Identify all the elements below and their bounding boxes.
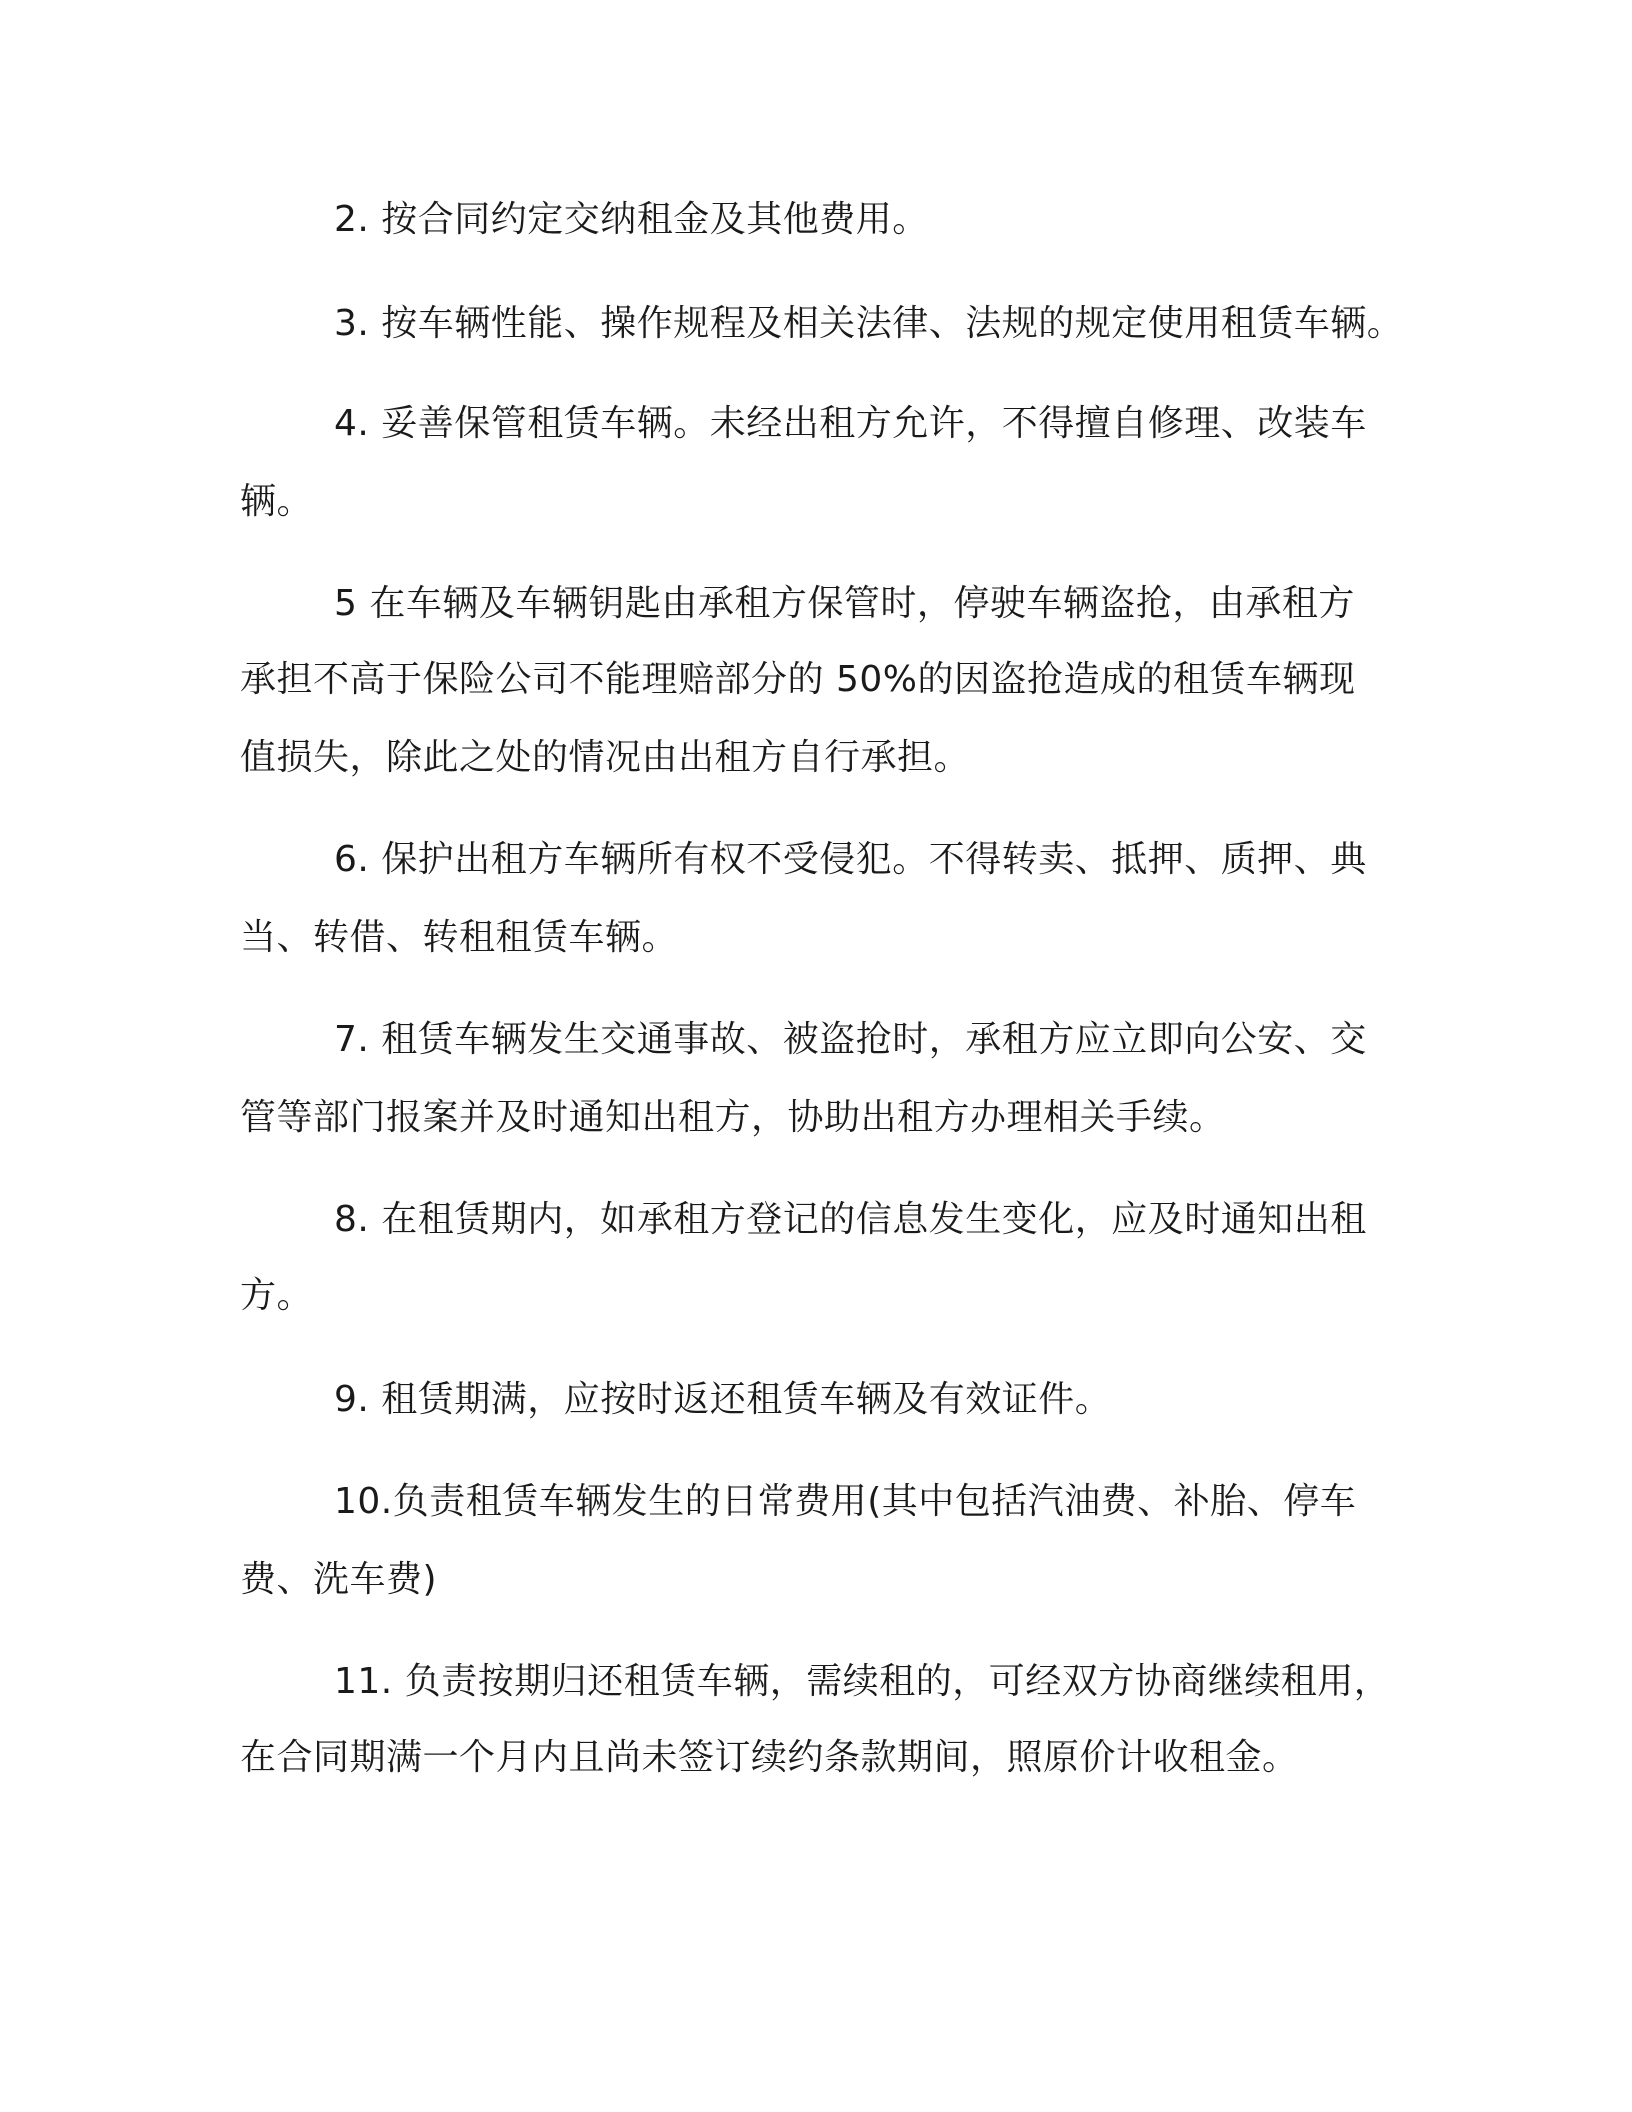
clause-4-line-2: 辆。 <box>240 481 314 522</box>
clause-5-line-3: 值损失，除此之处的情况由出租方自行承担。 <box>240 737 971 778</box>
clause-10-line-1: 10.负责租赁车辆发生的日常费用(其中包括汽油费、补胎、停车 <box>334 1481 1357 1522</box>
clause-4-line-1: 4. 妥善保管租赁车辆。未经出租方允许，不得擅自修理、改装车 <box>334 403 1367 444</box>
clause-6-line-1: 6. 保护出租方车辆所有权不受侵犯。不得转卖、抵押、质押、典 <box>334 839 1367 880</box>
clause-5-line-1: 5 在车辆及车辆钥匙由承租方保管时，停驶车辆盗抢，由承租方 <box>334 583 1355 624</box>
clause-5-line-2: 承担不高于保险公司不能理赔部分的 50%的因盗抢造成的租赁车辆现 <box>240 659 1356 700</box>
clause-11-line-2: 在合同期满一个月内且尚未签订续约条款期间，照原价计收租金。 <box>240 1737 1299 1778</box>
clause-7-line-1: 7. 租赁车辆发生交通事故、被盗抢时，承租方应立即向公安、交 <box>334 1019 1367 1060</box>
clause-2-line-1: 2. 按合同约定交纳租金及其他费用。 <box>334 199 929 240</box>
clause-11-line-1: 11. 负责按期归还租赁车辆，需续租的，可经双方协商继续租用， <box>334 1661 1391 1702</box>
clause-9-line-1: 9. 租赁期满，应按时返还租赁车辆及有效证件。 <box>334 1379 1112 1420</box>
clause-8-line-2: 方。 <box>240 1275 314 1316</box>
clause-3-line-1: 3. 按车辆性能、操作规程及相关法律、法规的规定使用租赁车辆。 <box>334 303 1404 344</box>
clause-7-line-2: 管等部门报案并及时通知出租方，协助出租方办理相关手续。 <box>240 1097 1226 1138</box>
clause-8-line-1: 8. 在租赁期内，如承租方登记的信息发生变化，应及时通知出租 <box>334 1199 1367 1240</box>
clause-10-line-2: 费、洗车费) <box>240 1559 438 1600</box>
clause-6-line-2: 当、转借、转租租赁车辆。 <box>240 917 679 958</box>
